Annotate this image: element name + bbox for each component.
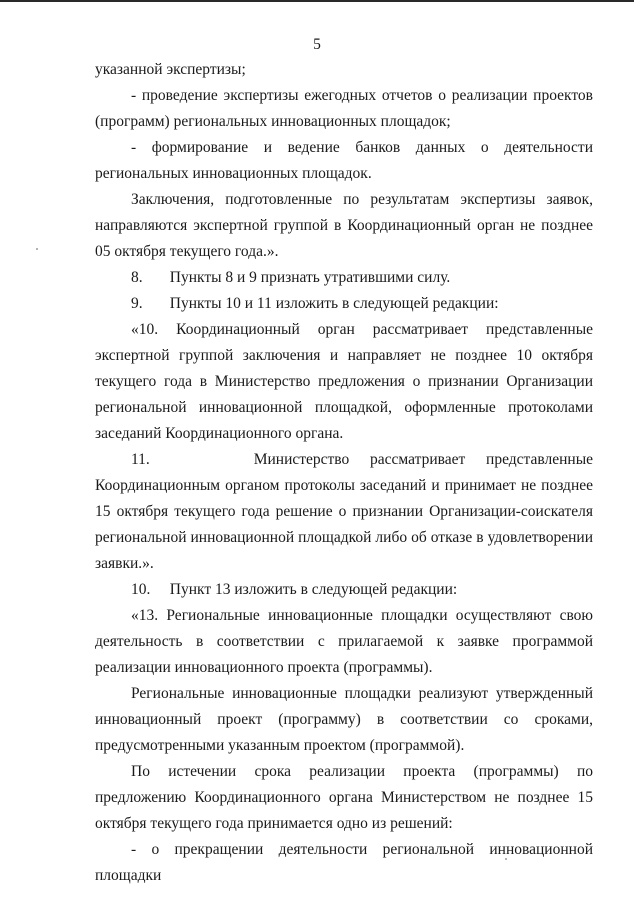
paragraph: По истечении срока реализации проекта (программы) по предложению Координационного органа Министерством не позднее 15 октября текущего года принимается одно из решений: bbox=[95, 763, 593, 832]
scan-top-edge bbox=[0, 0, 634, 2]
list-item: 10. Пункт 13 изложить в следующей редакции: bbox=[131, 581, 458, 598]
document-body bbox=[95, 57, 597, 889]
list-item: 11. Министерство рассматривает представленные Координационным органом протоколы заседаний и принимает не позднее 15 октября текущего года решение о признании Организации-соискателя региональной инновационной площадкой либо об отказе в удовлетворении заявки.». bbox=[95, 451, 597, 572]
paragraph: - формирование и ведение банков данных о деятельности региональных инновационных площадок. bbox=[95, 139, 593, 182]
paragraph: Региональные инновационные площадки реализуют утвержденный инновационный проект (программу) в соответствии со сроками, предусмотренными указанным проектом (программой). bbox=[95, 685, 593, 754]
paragraph: - о прекращении деятельности региональной инновационной площадки bbox=[95, 841, 593, 884]
scan-speck bbox=[36, 248, 38, 250]
page-number: 5 bbox=[313, 36, 321, 53]
paragraph: - проведение экспертизы ежегодных отчетов о реализации проектов (программ) региональных инновационных площадок; bbox=[95, 87, 593, 130]
list-item: 8. Пункты 8 и 9 признать утратившими силу. bbox=[131, 269, 451, 286]
paragraph: «13. Региональные инновационные площадки осуществляют свою деятельность в соответствии с прилагаемой к заявке программой реализации инновационного проекта (программы). bbox=[95, 607, 593, 676]
scan-speck bbox=[505, 858, 507, 860]
paragraph: Заключения, подготовленные по результатам экспертизы заявок, направляются экспертной группой в Координационный орган не позднее 05 октября текущего года.». bbox=[95, 191, 593, 260]
paragraph: «10. Координационный орган рассматривает представленные экспертной группой заключения и направляет не позднее 10 октября текущего года в Министерство предложения о признании Организации региональной инновационной площадкой, оформленные протоколами заседаний Координационного органа. bbox=[95, 321, 593, 442]
list-item: 9. Пункты 10 и 11 изложить в следующей редакции: bbox=[131, 295, 499, 312]
paragraph: указанной экспертизы; bbox=[95, 61, 246, 78]
